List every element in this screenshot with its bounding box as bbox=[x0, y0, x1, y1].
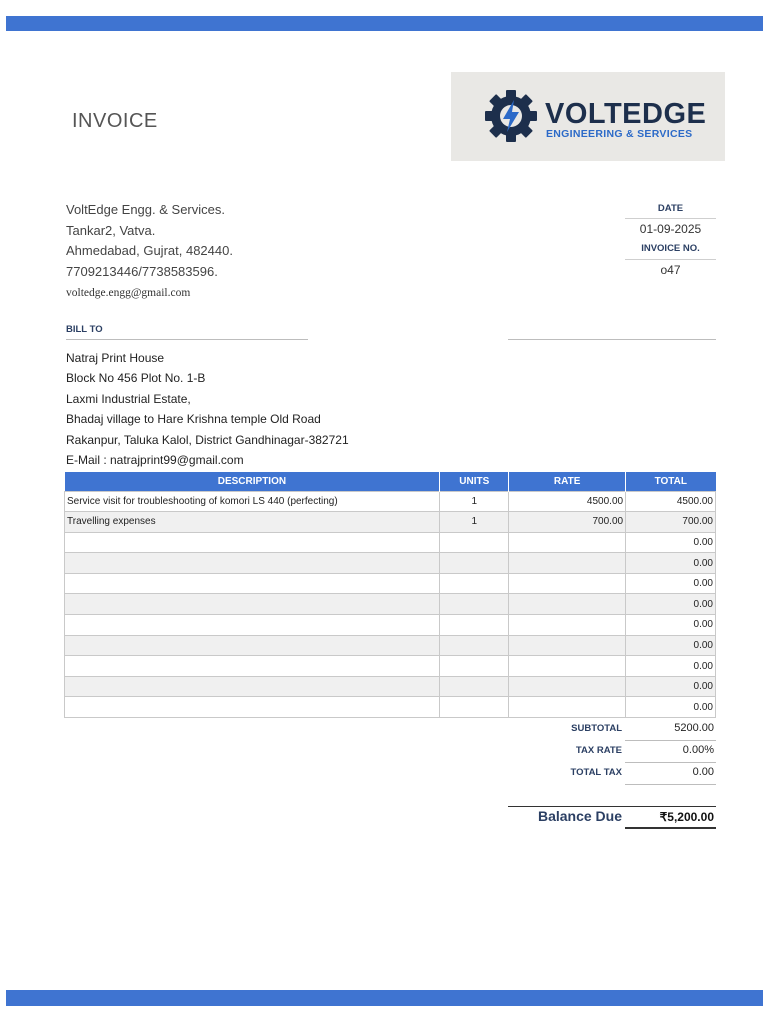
cell-description bbox=[65, 573, 440, 594]
cell-units bbox=[440, 676, 509, 697]
cell-description bbox=[65, 635, 440, 656]
company-name: VoltEdge Engg. & Services. bbox=[66, 202, 225, 217]
cell-description bbox=[65, 697, 440, 718]
bill-to-line: Natraj Print House bbox=[66, 351, 165, 365]
cell-total: 700.00 bbox=[626, 512, 716, 533]
table-row bbox=[65, 635, 716, 656]
cell-units bbox=[440, 615, 509, 636]
header-description: DESCRIPTION bbox=[65, 472, 440, 491]
line-items-table bbox=[64, 472, 716, 718]
cell-rate bbox=[509, 594, 626, 615]
cell-units bbox=[440, 635, 509, 656]
bill-to-line: Rakanpur, Taluka Kalol, District Gandhinagar-382721 bbox=[66, 432, 349, 447]
company-address-line-2: Ahmedabad, Gujrat, 482440. bbox=[66, 243, 233, 258]
table-row bbox=[65, 615, 716, 636]
cell-description: Travelling expenses bbox=[65, 512, 440, 533]
table-row bbox=[65, 594, 716, 615]
cell-total: 0.00 bbox=[626, 676, 716, 697]
tax-rate-divider bbox=[625, 762, 716, 763]
cell-units bbox=[440, 573, 509, 594]
invoice-number: o47 bbox=[660, 263, 681, 277]
cell-description: Service visit for troubleshooting of komori LS 440 (perfecting) bbox=[65, 491, 440, 512]
cell-rate bbox=[509, 676, 626, 697]
company-phone: 7709213446/7738583596. bbox=[66, 263, 218, 279]
header-accent-bar bbox=[6, 16, 763, 31]
company-logo bbox=[451, 72, 725, 161]
cell-total: 0.00 bbox=[626, 615, 716, 636]
date-label: DATE bbox=[657, 203, 684, 214]
cell-units bbox=[440, 697, 509, 718]
subtotal-label: SUBTOTAL bbox=[571, 723, 622, 734]
company-info bbox=[66, 200, 233, 304]
company-address-line-1: Tankar2, Vatva. bbox=[66, 222, 156, 238]
company-email: voltedge.engg@gmail.com bbox=[66, 287, 191, 299]
balance-due-label: Balance Due bbox=[537, 808, 622, 824]
bill-to-label: BILL TO bbox=[66, 324, 103, 335]
cell-total: 0.00 bbox=[626, 594, 716, 615]
subtotal-value: 5200.00 bbox=[674, 722, 714, 734]
table-row bbox=[65, 573, 716, 594]
cell-rate bbox=[509, 635, 626, 656]
cell-total: 4500.00 bbox=[626, 491, 716, 512]
total-tax-label: TOTAL TAX bbox=[570, 767, 622, 778]
table-row bbox=[65, 491, 716, 512]
cell-total: 0.00 bbox=[626, 532, 716, 553]
total-tax-divider bbox=[625, 784, 716, 785]
logo-wordmark: VOLTEDGE bbox=[545, 98, 707, 130]
tax-rate-label: TAX RATE bbox=[575, 745, 622, 756]
header-rate: RATE bbox=[509, 472, 626, 491]
table-row bbox=[65, 676, 716, 697]
table-header-row bbox=[65, 472, 716, 491]
cell-rate: 700.00 bbox=[509, 512, 626, 533]
cell-description bbox=[65, 656, 440, 677]
cell-units: 1 bbox=[440, 512, 509, 533]
tax-rate-value: 0.00% bbox=[682, 744, 714, 756]
cell-description bbox=[65, 615, 440, 636]
table-row bbox=[65, 512, 716, 533]
total-tax-value: 0.00 bbox=[692, 766, 714, 778]
cell-rate bbox=[509, 532, 626, 553]
cell-total: 0.00 bbox=[626, 635, 716, 656]
table-row bbox=[65, 697, 716, 718]
bill-to-line: Block No 456 Plot No. 1-B bbox=[66, 371, 206, 386]
logo-tagline: ENGINEERING & SERVICES bbox=[546, 128, 693, 140]
bill-to-line: Bhadaj village to Hare Krishna temple Old Road bbox=[66, 412, 321, 427]
bill-to-divider bbox=[66, 339, 308, 340]
cell-units bbox=[440, 553, 509, 574]
bill-to-address bbox=[66, 348, 349, 470]
bill-to-line: E-Mail : natrajprint99@gmail.com bbox=[66, 453, 244, 468]
cell-total: 0.00 bbox=[626, 697, 716, 718]
cell-description bbox=[65, 532, 440, 553]
cell-description bbox=[65, 553, 440, 574]
gear-bolt-icon bbox=[481, 86, 541, 146]
cell-total: 0.00 bbox=[626, 656, 716, 677]
table-row bbox=[65, 553, 716, 574]
cell-units bbox=[440, 594, 509, 615]
date-divider bbox=[625, 218, 716, 219]
cell-description bbox=[65, 594, 440, 615]
cell-units bbox=[440, 656, 509, 677]
invoice-number-divider bbox=[625, 259, 716, 260]
balance-underline bbox=[625, 827, 716, 829]
cell-rate bbox=[509, 615, 626, 636]
invoice-number-label: INVOICE NO. bbox=[641, 243, 700, 254]
table-row bbox=[65, 532, 716, 553]
table-row bbox=[65, 656, 716, 677]
header-total: TOTAL bbox=[626, 472, 716, 491]
subtotal-divider bbox=[625, 740, 716, 741]
balance-top-rule bbox=[508, 806, 716, 807]
document-title: INVOICE bbox=[72, 110, 158, 132]
balance-due-value: ₹5,200.00 bbox=[659, 810, 714, 824]
cell-rate bbox=[509, 697, 626, 718]
cell-units: 1 bbox=[440, 491, 509, 512]
bill-to-line: Laxmi Industrial Estate, bbox=[66, 391, 191, 406]
cell-rate bbox=[509, 656, 626, 677]
cell-rate bbox=[509, 553, 626, 574]
cell-description bbox=[65, 676, 440, 697]
cell-total: 0.00 bbox=[626, 553, 716, 574]
footer-accent-bar bbox=[6, 990, 763, 1006]
cell-rate: 4500.00 bbox=[509, 491, 626, 512]
cell-units bbox=[440, 532, 509, 553]
ship-to-divider bbox=[508, 339, 716, 340]
invoice-date: 01-09-2025 bbox=[639, 222, 702, 236]
cell-total: 0.00 bbox=[626, 573, 716, 594]
header-units: UNITS bbox=[440, 472, 509, 491]
cell-rate bbox=[509, 573, 626, 594]
